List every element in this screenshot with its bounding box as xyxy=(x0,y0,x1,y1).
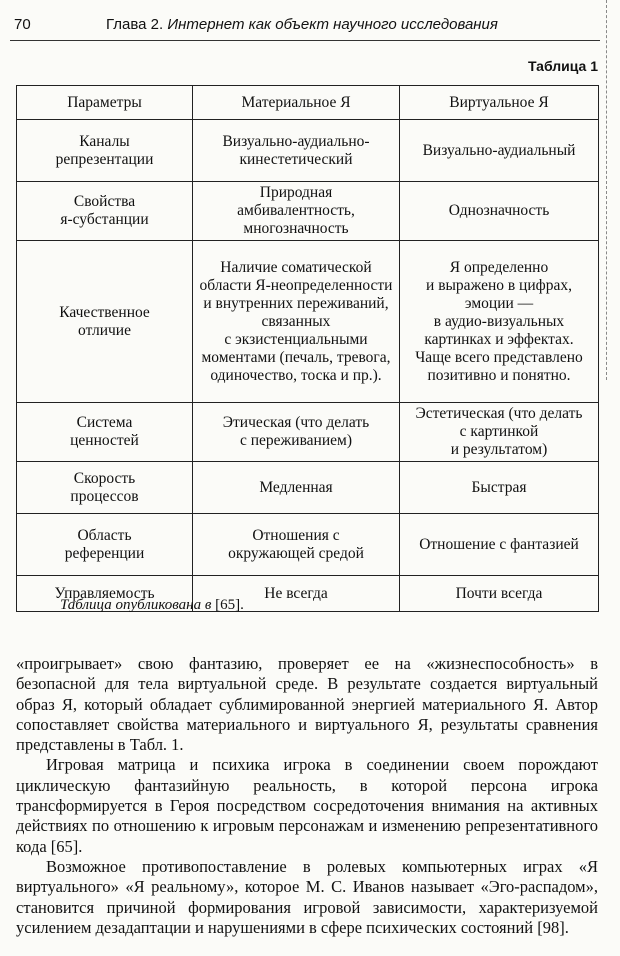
cell-line: Каналы xyxy=(79,132,130,150)
table-cell-virtual xyxy=(400,120,599,182)
cell-line: Однозначность xyxy=(448,202,550,219)
table-cell-param xyxy=(17,462,193,514)
table-cell-param xyxy=(17,514,193,576)
cell-line: в аудио-визуальных xyxy=(433,312,565,330)
cell-line: эмоции — xyxy=(464,294,534,312)
table-body xyxy=(17,120,599,612)
cell-line: и внутренних переживаний, xyxy=(203,294,389,312)
table-cell-material xyxy=(193,241,400,403)
cell-line: отличие xyxy=(78,321,131,339)
cell-line: Эстетическая (что делать xyxy=(415,405,583,422)
cell-line: Отношения с xyxy=(252,526,340,544)
cell-line: одиночество, тоска и пр.). xyxy=(210,366,382,384)
header-cell-material: Материальное Я xyxy=(193,86,400,120)
cell-line: области Я-неопределенности xyxy=(199,276,393,294)
cell-line: Качественное xyxy=(59,303,150,321)
cell-line: репрезентации xyxy=(55,150,154,168)
cell-line: Визуально-аудиальный xyxy=(422,141,576,159)
table-cell-material xyxy=(193,514,400,576)
cell-line: ценностей xyxy=(70,432,139,449)
page-number: 70 xyxy=(14,16,31,33)
cell-line: Наличие соматической xyxy=(220,258,372,276)
table-cell-virtual xyxy=(400,514,599,576)
cell-line: многозначность xyxy=(243,220,349,237)
cell-line: кинестетический xyxy=(239,150,353,168)
table-cell-param xyxy=(17,403,193,462)
cell-line: Свойства xyxy=(73,193,136,210)
body-text xyxy=(16,654,598,938)
cell-line: Скорость xyxy=(73,469,136,487)
cell-line: амбивалентность, xyxy=(237,202,355,219)
cell-line: Природная xyxy=(259,184,333,201)
table-row xyxy=(17,514,599,576)
table-cell-material xyxy=(193,462,400,514)
cell-line: Почти всегда xyxy=(455,584,543,602)
source-note-ref: [65]. xyxy=(211,597,244,613)
table-row xyxy=(17,462,599,514)
cell-line: Чаще всего представлено xyxy=(415,348,583,366)
cell-line: и результатом) xyxy=(450,441,548,458)
cell-line: процессов xyxy=(70,487,139,505)
table-cell-virtual xyxy=(400,576,599,612)
table-row xyxy=(17,241,599,403)
cell-line: Я определенно xyxy=(449,258,549,276)
table-row xyxy=(17,120,599,182)
cell-line: Управляемость xyxy=(54,584,155,602)
table-row xyxy=(17,182,599,241)
table-header-row xyxy=(17,86,599,120)
cell-line: и выражено в цифрах, xyxy=(426,276,572,294)
cell-line: Визуально-аудиально- xyxy=(222,132,370,150)
cell-line: Медленная xyxy=(259,478,333,496)
cell-line: Этическая (что делать xyxy=(222,414,370,431)
cell-line: я-субстанции xyxy=(60,211,149,228)
page-header xyxy=(14,14,594,38)
cell-line: Отношение с фантазией xyxy=(419,535,579,553)
paragraph-3: Возможное противопоставление в ролевых компьютерных играх «Я виртуального» «Я реальному», которое М. С. Иванов называет «Эго-распадом», становится причиной формирования игровой зависимости, характеризуемой усилением дезадаптации и нарушениями в сфере психических состояний [98]. xyxy=(16,856,598,937)
cell-line: Система xyxy=(76,414,133,431)
source-note-text: Таблица опубликована в xyxy=(60,597,212,613)
chapter-label: Глава 2. xyxy=(106,16,164,33)
table-cell-virtual xyxy=(400,182,599,241)
page-edge-artifact xyxy=(606,0,607,380)
paragraph-2: Игровая матрица и психика игрока в соединении своем порождают циклическую фантазийную реальность, в которой персона игрока трансформируется в Героя посредством сосредоточения внимания на активных действиях по отношению к игровым персонажам и изменению репрезентативного кода [65]. xyxy=(16,755,598,856)
header-cell-params: Параметры xyxy=(17,86,193,120)
cell-line: Быстрая xyxy=(471,478,527,496)
table-caption: Таблица 1 xyxy=(527,58,598,74)
cell-line: с экзистенциальными xyxy=(224,330,368,348)
header-cell-virtual: Виртуальное Я xyxy=(400,86,599,120)
cell-line: Не всегда xyxy=(264,584,328,602)
table-cell-virtual xyxy=(400,462,599,514)
table-source-note xyxy=(60,597,244,614)
comparison-table xyxy=(16,85,599,612)
table-row xyxy=(17,403,599,462)
chapter-title: Интернет как объект научного исследования xyxy=(167,16,498,33)
cell-line: окружающей средой xyxy=(228,544,364,562)
cell-line: с переживанием) xyxy=(240,432,352,449)
cell-line: картинках и эффектах. xyxy=(424,330,574,348)
table-cell-param xyxy=(17,182,193,241)
cell-line: связанных xyxy=(261,312,331,330)
cell-line: Область xyxy=(77,526,132,544)
cell-line: позитивно и понятно. xyxy=(427,366,571,384)
cell-line: референции xyxy=(64,544,145,562)
table-cell-material xyxy=(193,120,400,182)
table-cell-param xyxy=(17,120,193,182)
header-rule xyxy=(10,40,600,41)
table-cell-material xyxy=(193,403,400,462)
table-cell-param xyxy=(17,241,193,403)
table-cell-virtual xyxy=(400,403,599,462)
cell-line: моментами (печаль, тревога, xyxy=(201,348,391,366)
cell-line: с картинкой xyxy=(459,423,539,440)
paragraph-1: «проигрывает» свою фантазию, проверяет ее на «жизнеспособность» в безопасной для тела виртуальной среде. В результате создается виртуальный образ Я, который обладает сублимированной энергией материального Я. Автор сопоставляет свойства материального и виртуального Я, результаты сравнения представлены в Табл. 1. xyxy=(16,654,598,755)
running-title xyxy=(106,16,498,33)
table-cell-virtual xyxy=(400,241,599,403)
table-cell-material xyxy=(193,182,400,241)
